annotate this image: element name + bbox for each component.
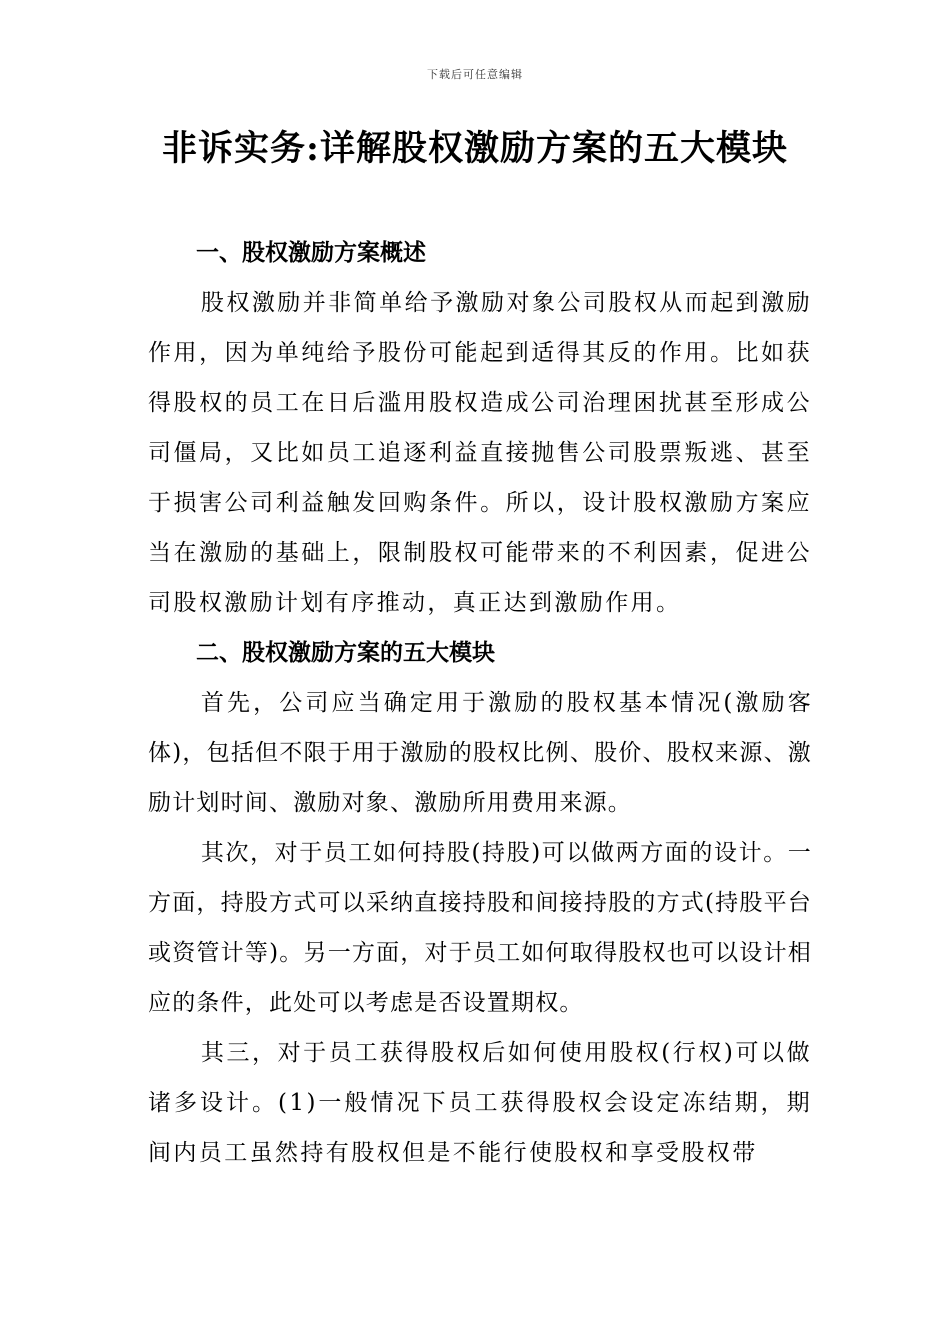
section-heading-modules: 二、股权激励方案的五大模块 <box>196 640 495 666</box>
paragraph-modules-first: 首先，公司应当确定用于激励的股权基本情况(激励客体)，包括但不限于用于激励的股权比例、股价、股权来源、激励计划时间、激励对象、激励所用费用来源。 <box>148 690 812 816</box>
document-body <box>148 228 812 1178</box>
section-heading-overview: 一、股权激励方案概述 <box>196 240 426 266</box>
paragraph-modules-second: 其次，对于员工如何持股(持股)可以做两方面的设计。一方面，持股方式可以采纳直接持股和间接持股的方式(持股平台或资管计等)。另一方面，对于员工如何取得股权也可以设计相应的条件，此处可以考虑是否设置期权。 <box>148 840 812 1016</box>
paragraph-modules-third: 其三，对于员工获得股权后如何使用股权(行权)可以做诸多设计。(1)一般情况下员工获得股权会设定冻结期，期间内员工虽然持有股权但是不能行使股权和享受股权带 <box>148 1040 812 1166</box>
header-note: 下载后可任意编辑 <box>427 68 523 81</box>
document-title: 非诉实务:详解股权激励方案的五大模块 <box>162 128 788 169</box>
paragraph-overview: 股权激励并非简单给予激励对象公司股权从而起到激励作用，因为单纯给予股份可能起到适得其反的作用。比如获得股权的员工在日后滥用股权造成公司治理困扰甚至形成公司僵局，又比如员工追逐利益直接抛售公司股票叛逃、甚至于损害公司利益触发回购条件。所以，设计股权激励方案应当在激励的基础上，限制股权可能带来的不利因素，促进公司股权激励计划有序推动，真正达到激励作用。 <box>148 290 812 616</box>
